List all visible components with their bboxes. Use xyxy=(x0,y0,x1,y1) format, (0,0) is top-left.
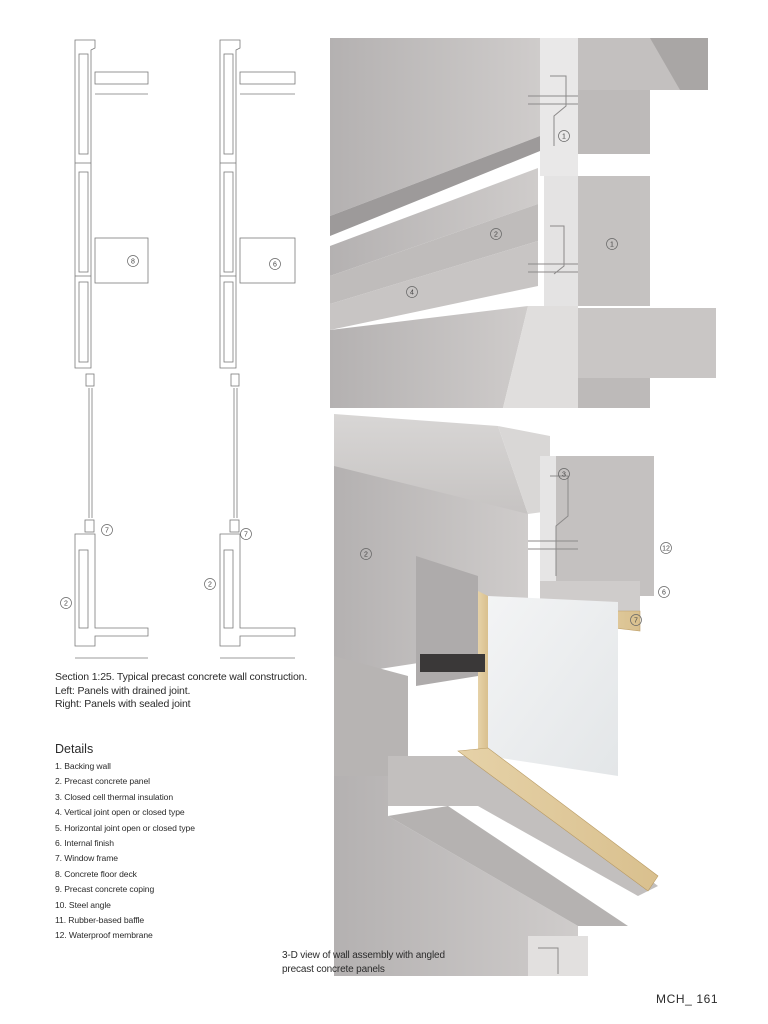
section-drawing-drained-joint xyxy=(45,38,160,663)
section-caption-right: Right: Panels with sealed joint xyxy=(55,698,191,711)
details-item: 5. Horizontal joint open or closed type xyxy=(55,822,195,833)
callout-3: 3 xyxy=(562,471,566,479)
details-item: 10. Steel angle xyxy=(55,899,111,910)
callout-2: 2 xyxy=(494,231,498,239)
callout-7: 7 xyxy=(105,527,109,535)
callout-1: 1 xyxy=(562,133,566,141)
details-item: 1. Backing wall xyxy=(55,761,111,771)
details-item: 3. Closed cell thermal insulation xyxy=(55,791,174,802)
details-item: 12. Waterproof membrane xyxy=(55,930,153,941)
callout-1: 1 xyxy=(610,241,614,249)
details-list xyxy=(55,759,195,944)
callout-6: 6 xyxy=(662,589,666,597)
details-item: 8. Concrete floor deck xyxy=(55,868,137,879)
callout-7: 7 xyxy=(634,617,638,625)
details-heading: Details xyxy=(55,742,94,756)
callout-12: 12 xyxy=(662,545,670,553)
details-item: 9. Precast concrete coping xyxy=(55,884,155,895)
section-drawing-sealed-joint xyxy=(192,38,307,663)
callout-6: 6 xyxy=(273,261,277,269)
callout-7: 7 xyxy=(244,531,248,539)
page-number: MCH_ 161 xyxy=(656,992,719,1006)
section-caption-left: Left: Panels with drained joint. xyxy=(55,684,191,697)
section-caption-title: Section 1:25. Typical precast concrete wall construction. xyxy=(55,671,308,683)
section-caption xyxy=(55,671,325,712)
details-item: 7. Window frame xyxy=(55,853,118,864)
view-caption-line2: precast concrete panels xyxy=(282,963,385,975)
callout-4: 4 xyxy=(410,289,414,297)
view-caption-line1: 3-D view of wall assembly with angled xyxy=(282,950,445,961)
details-item: 4. Vertical joint open or closed type xyxy=(55,807,185,818)
view-caption xyxy=(282,949,502,976)
details-item: 11. Rubber-based baffle xyxy=(55,915,145,926)
callout-2: 2 xyxy=(364,551,368,559)
callout-2: 2 xyxy=(208,581,212,589)
details-item: 2. Precast concrete panel xyxy=(55,776,150,787)
wall-assembly-3d-render xyxy=(328,36,720,978)
callout-8: 8 xyxy=(131,258,135,266)
details-item: 6. Internal finish xyxy=(55,838,114,849)
callout-2: 2 xyxy=(64,600,68,608)
